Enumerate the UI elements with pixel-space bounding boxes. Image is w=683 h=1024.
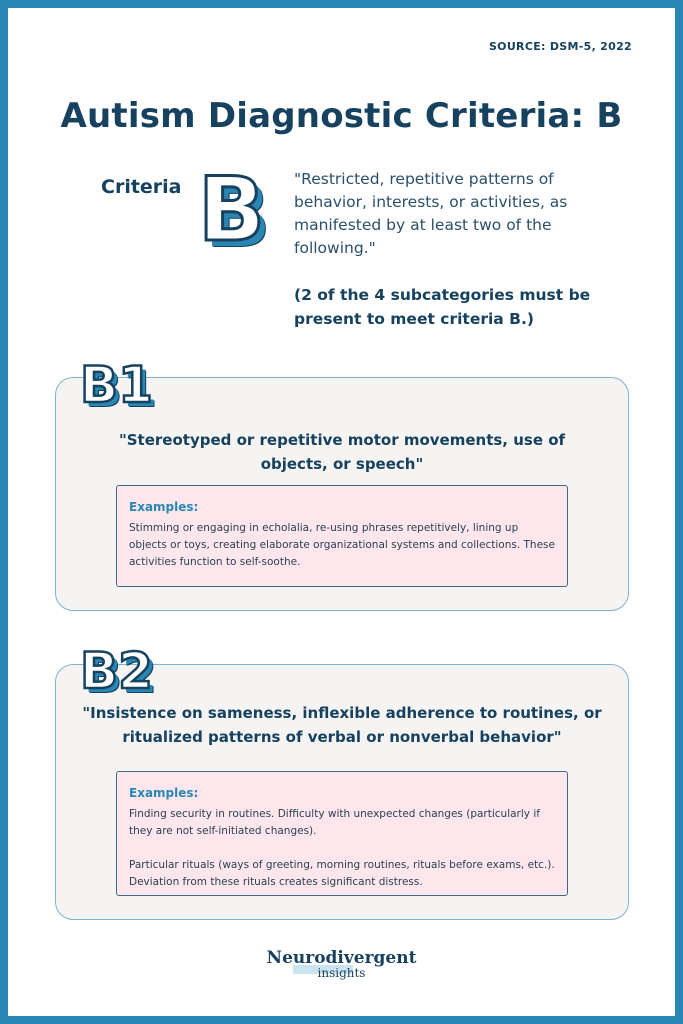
section-b1-examples [116,485,568,587]
examples-body [129,520,555,571]
section-b2-examples [116,771,568,896]
section-b2-card [55,664,629,920]
section-b2-quote: "Insistence on sameness, inflexible adherence to routines, or ritualized patterns of verbal or nonverbal behavior" [82,704,602,746]
criteria-note: (2 of the 4 subcategories must be present to meet criteria B.) [294,286,591,328]
source-label: SOURCE: DSM-5, 2022 [488,40,632,53]
section-b1-badge: B1 [80,356,153,414]
logo-sub-text: insights [317,966,366,980]
page-title: Autism Diagnostic Criteria: B [60,96,623,136]
examples-body [129,806,555,891]
example-text: Stimming or engaging in echolalia, re-using phrases repetitively, lining up objects or toys, creating elaborate organizational systems and collections. These activities function to self-soothe. [129,522,555,568]
criteria-quote: "Restricted, repetitive patterns of behavior, interests, or activities, as manifested by at least two of the following." [294,170,568,257]
examples-heading: Examples: [129,500,199,514]
section-b2-badge: B2 [80,642,153,700]
examples-heading: Examples: [129,786,199,800]
criteria-label: Criteria [101,176,182,198]
logo-main-text: Neurodivergent [266,948,417,968]
example-text: Finding security in routines. Difficulty with unexpected changes (particularly if they are not self-initiated changes). [129,808,540,837]
example-text: Particular rituals (ways of greeting, morning routines, rituals before exams, etc.). Deviation from these rituals creates significant distress. [129,859,555,888]
section-b1-quote: "Stereotyped or repetitive motor movements, use of objects, or speech" [118,431,566,473]
brand-logo [8,948,675,980]
page [8,8,675,1016]
criteria-letter: B [198,158,266,261]
